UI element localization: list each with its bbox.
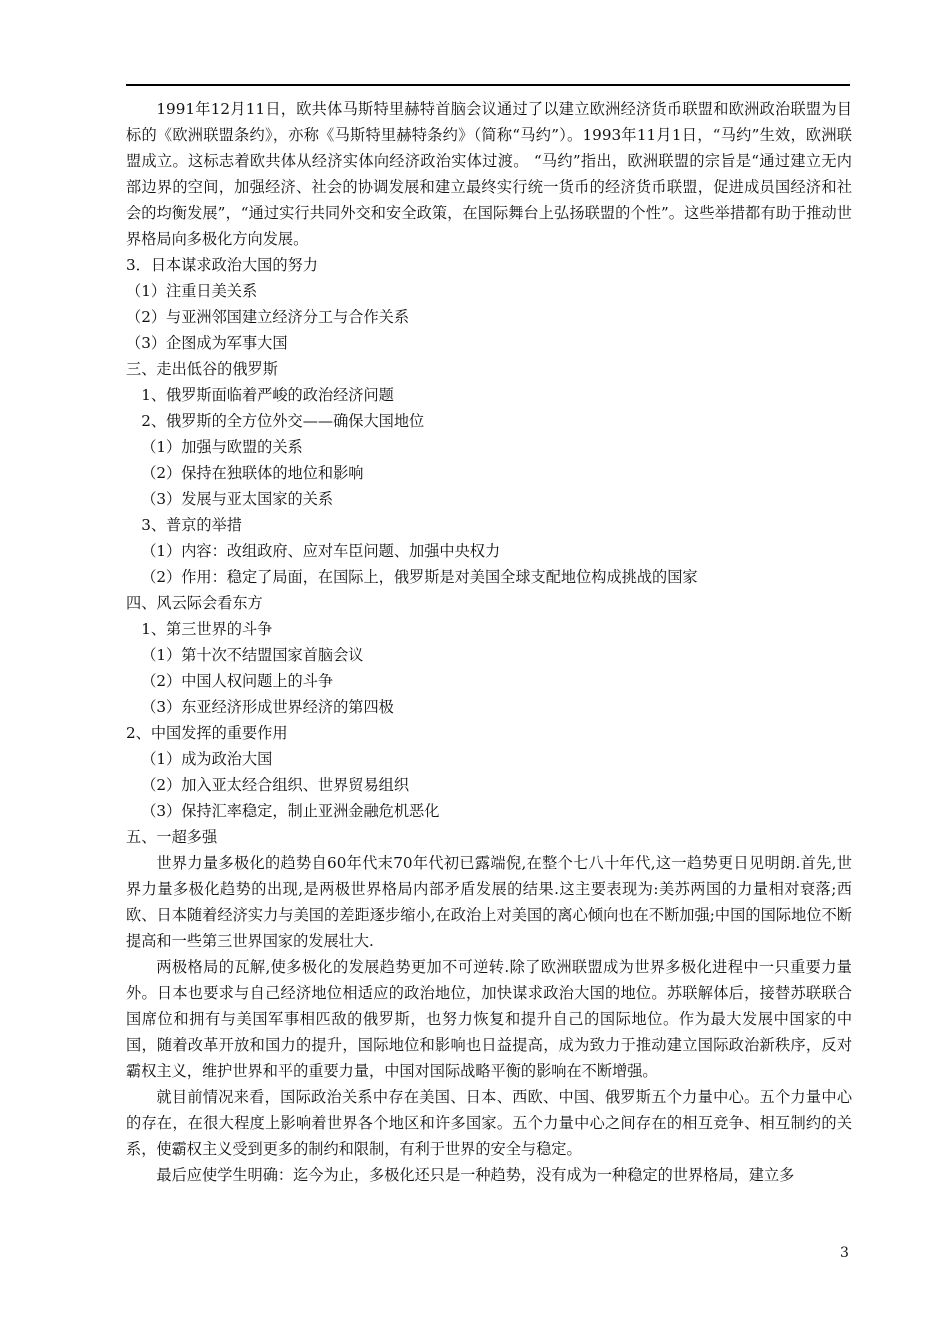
outline-line: （3）企图成为军事大国 <box>126 334 288 352</box>
paragraph-eu: 1991年12月11日，欧共体马斯特里赫特首脑会议通过了以建立欧洲经济货币联盟和欧洲政治联盟为目标的《欧洲联盟条约》，亦称《马斯特里赫特条约》（简称“马约”）。1993年11月1日，“马约”生效，欧洲联盟成立。这标志着欧共体从经济实体向经济政治实体过渡。 “马约”指出，欧洲联盟的宗旨是“通过建立无内部边界的空间，加强经济、社会的协调发展和建立最终实行统一货币的经济货币联盟，促进成员国经济和社会的均衡发展”，“通过实行共同外交和安全政策，在国际舞台上弘扬联盟的个性”。这些举措都有助于推动世界格局向多极化方向发展。 <box>126 100 852 248</box>
outline-line: 2、俄罗斯的全方位外交——确保大国地位 <box>141 412 425 430</box>
outline-list <box>126 252 852 850</box>
paragraph-power-centers: 就目前情况来看，国际政治关系中存在美国、日本、西欧、中国、俄罗斯五个力量中心。五个力量中心的存在，在很大程度上影响着世界各个地区和许多国家。五个力量中心之间存在的相互竞争、相互制约的关系，使霸权主义受到更多的制约和限制，有利于世界的安全与稳定。 <box>126 1088 852 1158</box>
outline-line: 3．日本谋求政治大国的努力 <box>126 256 318 274</box>
outline-line: （3）东亚经济形成世界经济的第四极 <box>141 698 394 716</box>
outline-line: （1）内容：改组政府、应对车臣问题、加强中央权力 <box>141 542 501 560</box>
outline-line: 三、走出低谷的俄罗斯 <box>126 360 278 378</box>
header-rule <box>126 84 850 86</box>
outline-line: （3）发展与亚太国家的关系 <box>141 490 334 508</box>
document-body <box>126 96 852 1188</box>
paragraph-multipolar: 世界力量多极化的趋势自60年代末70年代初已露端倪,在整个七八十年代,这一趋势更日见明朗.首先,世界力量多极化趋势的出现,是两极世界格局内部矛盾发展的结果.这主要表现为:美苏两国的力量相对衰落;西欧、日本随着经济实力与美国的差距逐步缩小,在政治上对美国的离心倾向也在不断加强;中国的国际地位不断提高和一些第三世界国家的发展壮大. <box>126 854 852 950</box>
outline-line: 3、普京的举措 <box>141 516 242 534</box>
outline-line: （2）中国人权问题上的斗争 <box>141 672 334 690</box>
outline-line: （2）加入亚太经合组织、世界贸易组织 <box>141 776 410 794</box>
outline-line: （1）成为政治大国 <box>141 750 273 768</box>
outline-line: （2）与亚洲邻国建立经济分工与合作关系 <box>126 308 410 326</box>
outline-line: （1）注重日美关系 <box>126 282 258 300</box>
outline-line: 1、第三世界的斗争 <box>141 620 273 638</box>
paragraph-conclusion: 最后应使学生明确：迄今为止，多极化还只是一种趋势，没有成为一种稳定的世界格局，建立多 <box>156 1166 795 1184</box>
outline-line: （1）加强与欧盟的关系 <box>141 438 303 456</box>
outline-line: 1、俄罗斯面临着严峻的政治经济问题 <box>141 386 394 404</box>
page-number: 3 <box>840 1245 849 1261</box>
outline-line: （1）第十次不结盟国家首脑会议 <box>141 646 364 664</box>
outline-line: （2）作用：稳定了局面，在国际上，俄罗斯是对美国全球支配地位构成挑战的国家 <box>141 568 698 586</box>
outline-line: 2、中国发挥的重要作用 <box>126 724 288 742</box>
outline-line: （2）保持在独联体的地位和影响 <box>141 464 364 482</box>
paragraph-bipolar-collapse: 两极格局的瓦解,使多极化的发展趋势更加不可逆转.除了欧洲联盟成为世界多极化进程中一只重要力量外。日本也要求与自己经济地位相适应的政治地位，加快谋求政治大国的地位。苏联解体后，接替苏联联合国席位和拥有与美国军事相匹敌的俄罗斯，也努力恢复和提升自己的国际地位。作为最大发展中国家的中国，随着改革开放和国力的提升，国际地位和影响也日益提高，成为致力于推动建立国际政治新秩序，反对霸权主义，维护世界和平的重要力量，中国对国际战略平衡的影响在不断增强。 <box>126 958 852 1080</box>
outline-line: 五、一超多强 <box>126 828 218 846</box>
outline-line: 四、风云际会看东方 <box>126 594 263 612</box>
outline-line: （3）保持汇率稳定，制止亚洲金融危机恶化 <box>141 802 440 820</box>
